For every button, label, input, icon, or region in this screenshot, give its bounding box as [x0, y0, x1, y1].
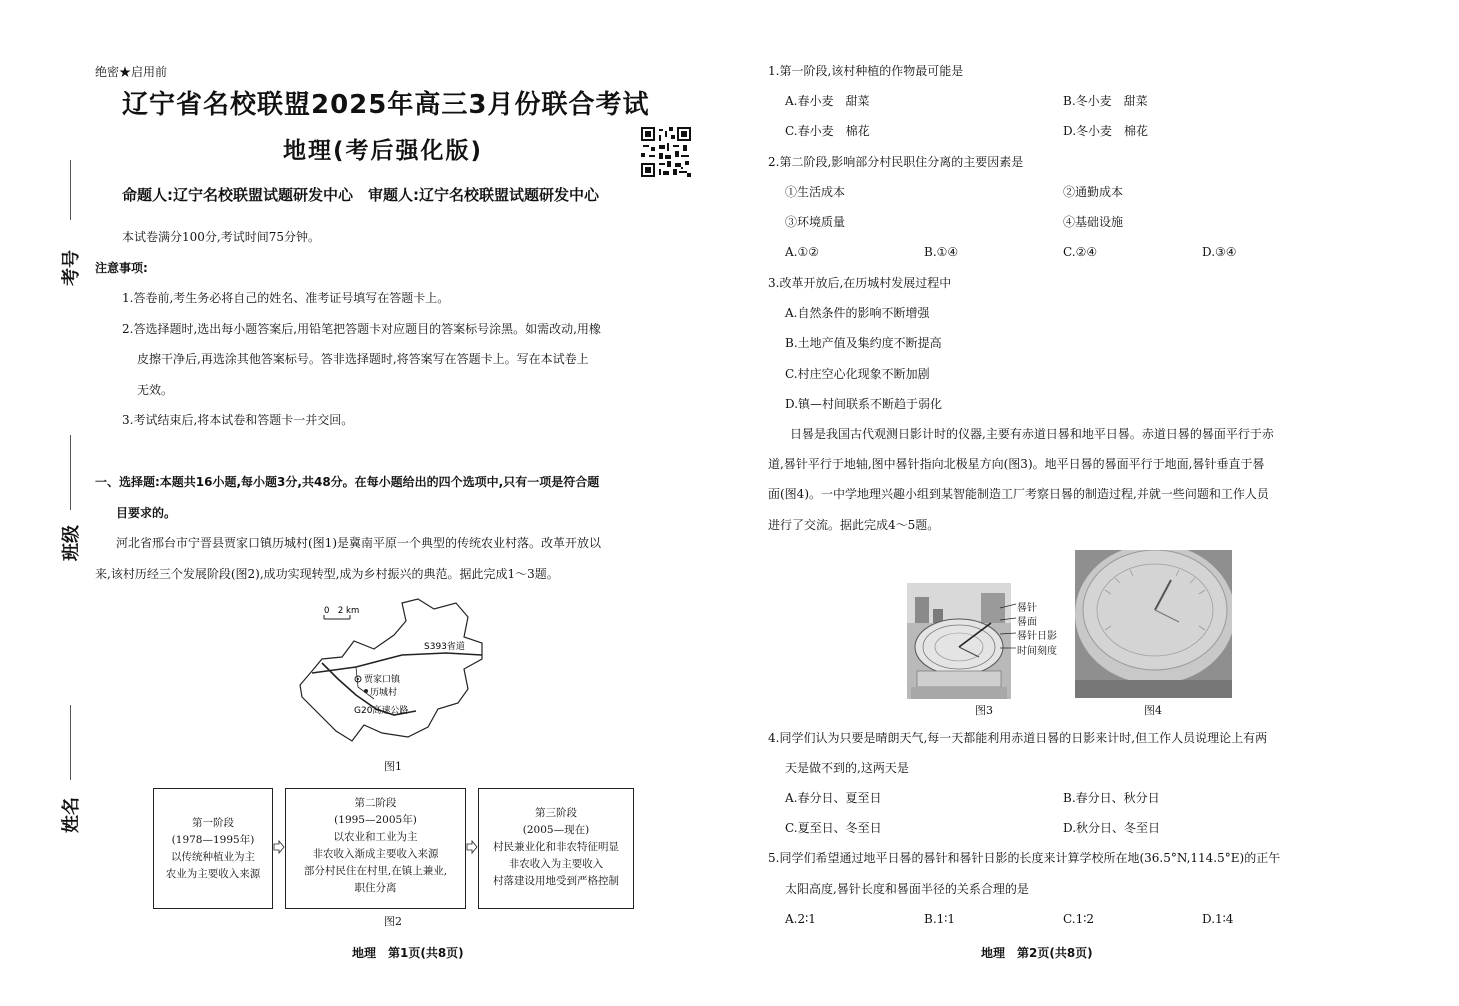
q2-option-b: B.①④	[924, 245, 959, 259]
figure-1-caption: 图1	[384, 760, 402, 773]
figure-3-caption: 图3	[975, 704, 993, 717]
qr-code-icon	[641, 127, 691, 177]
figure-2-caption: 图2	[384, 915, 402, 928]
q3-option-a: A.自然条件的影响不断增强	[785, 306, 930, 320]
authors-line: 命题人:辽宁名校联盟试题研发中心 审题人:辽宁名校联盟试题研发中心	[122, 186, 600, 204]
binding-line-3	[70, 705, 71, 780]
sundial-para-3: 面(图4)。一中学地理兴趣小组到某智能制造工厂考察日晷的制造过程,并就一些问题和工作人员	[768, 487, 1269, 501]
q1-option-b: B.冬小麦 甜菜	[1063, 94, 1148, 108]
stage-2-box	[285, 788, 466, 909]
notice-2a: 2.答选择题时,选出每小题答案后,用铅笔把答题卡对应题目的答案标号涂黑。如需改动,用橡	[122, 322, 601, 336]
section-1-heading-b: 目要求的。	[116, 506, 177, 520]
q1-stem: 1.第一阶段,该村种植的作物最可能是	[768, 64, 964, 78]
q4-option-b: B.春分日、秋分日	[1063, 791, 1160, 805]
q2-item-3: ③环境质量	[785, 215, 846, 229]
stage-1-period: (1978—1995年)	[171, 834, 255, 846]
q2-stem: 2.第二阶段,影响部分村民职住分离的主要因素是	[768, 155, 1024, 169]
stage-1-line1: 以传统种植业为主	[171, 851, 255, 863]
q4-option-c: C.夏至日、冬至日	[785, 821, 882, 835]
village-label: 历城村	[370, 688, 398, 698]
figure-4-caption: 图4	[1144, 704, 1162, 717]
q2-item-2: ②通勤成本	[1063, 185, 1124, 199]
q4-option-d: D.秋分日、冬至日	[1063, 821, 1161, 835]
village-map	[296, 597, 496, 742]
stage-2-title: 第二阶段	[354, 797, 397, 809]
q3-option-d: D.镇—村间联系不断趋于弱化	[785, 397, 943, 411]
notice-3: 3.考试结束后,将本试卷和答题卡一并交回。	[122, 413, 354, 427]
q2-item-1: ①生活成本	[785, 185, 846, 199]
q5-option-c: C.1∶2	[1063, 912, 1094, 926]
town-label: 贾家口镇	[364, 675, 401, 685]
equatorial-sundial-photo	[907, 583, 1011, 699]
stage-3-box	[478, 788, 634, 909]
confidential-mark: 绝密★启用前	[95, 65, 168, 79]
label-face: 晷面	[1017, 617, 1037, 628]
stage-2-period: (1995—2005年)	[334, 814, 417, 826]
name-label: 姓名	[61, 797, 82, 833]
sundial-label-lines	[1000, 598, 1016, 658]
section-1-heading-a: 一、选择题:本题共16小题,每小题3分,共48分。在每小题给出的四个选项中,只有一项是符合题	[95, 475, 600, 489]
s393-label: S393省道	[424, 642, 465, 652]
q1-option-c: C.春小麦 棉花	[785, 124, 870, 138]
q2-option-c: C.②④	[1063, 245, 1098, 259]
stage-3-line2: 非农收入为主要收入	[508, 858, 604, 870]
village-marker	[364, 689, 368, 693]
class-label: 班级	[61, 525, 82, 561]
arrow-1-icon	[273, 840, 285, 854]
q5-option-d: D.1∶4	[1202, 912, 1234, 926]
horizontal-sundial-photo	[1075, 550, 1232, 698]
page-2-footer: 地理 第2页(共8页)	[981, 946, 1093, 960]
stage-3-line1: 村民兼业化和非农特征明显	[493, 841, 619, 853]
intro-line-2: 来,该村历经三个发展阶段(图2),成功实现转型,成为乡村振兴的典范。据此完成1～3题。	[95, 567, 559, 581]
q5-option-a: A.2∶1	[785, 912, 816, 926]
label-needle: 晷针	[1017, 603, 1037, 614]
notice-2c: 无效。	[137, 383, 174, 397]
stage-3-title: 第三阶段	[535, 807, 577, 819]
intro-line-1: 河北省邢台市宁晋县贾家口镇历城村(图1)是冀南平原一个典型的传统农业村落。改革开放以	[116, 536, 602, 550]
q2-option-d: D.③④	[1202, 245, 1237, 259]
notice-2b: 皮擦干净后,再选涂其他答案标号。答非选择题时,将答案写在答题卡上。写在本试卷上	[137, 352, 589, 366]
score-info: 本试卷满分100分,考试时间75分钟。	[122, 230, 320, 244]
exam-number-label: 考号	[61, 250, 82, 286]
stage-2-line1: 以农业和工业为主	[333, 831, 418, 843]
exam-title: 辽宁省名校联盟2025年高三3月份联合考试	[122, 90, 650, 120]
county-boundary	[300, 599, 482, 741]
notice-1: 1.答卷前,考生务必将自己的姓名、准考证号填写在答题卡上。	[122, 291, 450, 305]
stage-1-title: 第一阶段	[192, 817, 234, 829]
scale-label: 0 2 km	[324, 606, 360, 616]
q4-option-a: A.春分日、夏至日	[785, 791, 882, 805]
stage-1-box	[153, 788, 273, 909]
sundial-para-4: 进行了交流。据此完成4～5题。	[768, 518, 940, 532]
g20-label: G20高速公路	[354, 706, 409, 716]
q5-stem-b: 太阳高度,晷针长度和晷面半径的关系合理的是	[785, 882, 1029, 896]
q1-option-d: D.冬小麦 棉花	[1063, 124, 1149, 138]
stage-2-line3: 部分村民住在村里,在镇上兼业,	[303, 865, 448, 877]
notice-title: 注意事项:	[95, 261, 148, 275]
binding-line-2	[70, 435, 71, 510]
q5-stem-a: 5.同学们希望通过地平日晷的晷针和晷针日影的长度来计算学校所在地(36.5°N,114.5°E)的正午	[768, 851, 1281, 865]
stage-2-line4: 职住分离	[354, 882, 397, 894]
stage-2-line2: 非农收入渐成主要收入来源	[312, 848, 439, 860]
page-1-footer: 地理 第1页(共8页)	[352, 946, 464, 960]
stage-3-line3: 村落建设用地受到严格控制	[493, 875, 619, 887]
q3-stem: 3.改革开放后,在历城村发展过程中	[768, 276, 952, 290]
s393-road	[312, 653, 482, 673]
stage-3-period: (2005—现在)	[522, 824, 590, 836]
q4-stem-a: 4.同学们认为只要是晴朗天气,每一天都能利用赤道日晷的日影来计时,但工作人员说理论上有两	[768, 731, 1268, 745]
sundial-para-1: 日晷是我国古代观测日影计时的仪器,主要有赤道日晷和地平日晷。赤道日晷的晷面平行于赤	[790, 427, 1274, 441]
arrow-2-icon	[466, 840, 478, 854]
stage-1-line2: 农业为主要收入来源	[165, 868, 261, 880]
q2-item-4: ④基础设施	[1063, 215, 1124, 229]
label-scale: 时间刻度	[1017, 646, 1057, 657]
q3-option-b: B.土地产值及集约度不断提高	[785, 336, 942, 350]
q4-stem-b: 天是做不到的,这两天是	[785, 761, 909, 775]
q1-option-a: A.春小麦 甜菜	[785, 94, 870, 108]
binding-line-1	[70, 160, 71, 220]
sundial-para-2: 道,晷针平行于地轴,图中晷针指向北极星方向(图3)。地平日晷的晷面平行于地面,晷针垂直于晷	[768, 457, 1265, 471]
q5-option-b: B.1∶1	[924, 912, 956, 926]
q2-option-a: A.①②	[785, 245, 819, 259]
q3-option-c: C.村庄空心化现象不断加剧	[785, 367, 930, 381]
exam-subtitle: 地理(考后强化版)	[283, 138, 484, 164]
label-shadow: 晷针日影	[1017, 631, 1057, 642]
